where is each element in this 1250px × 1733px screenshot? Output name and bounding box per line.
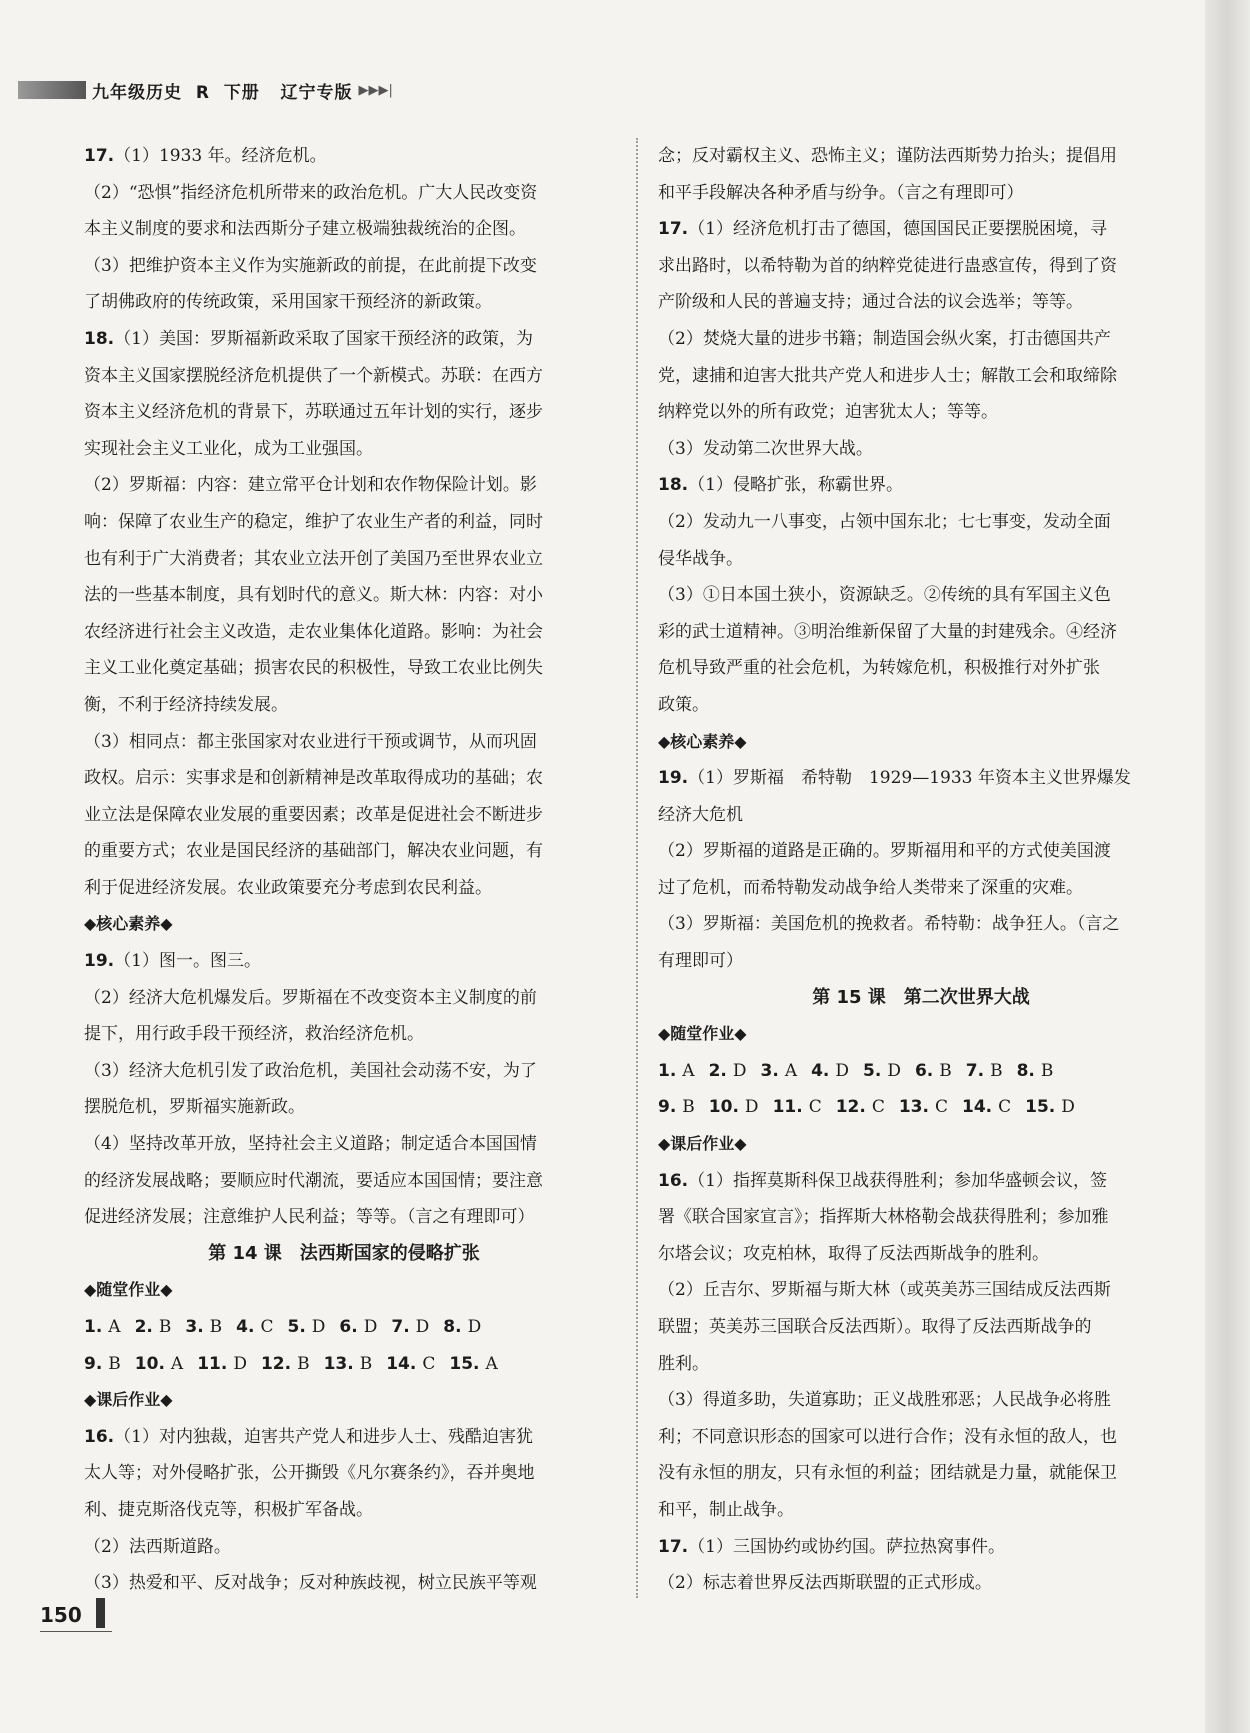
answer-item xyxy=(1017,1053,1054,1090)
text-line xyxy=(84,175,604,212)
question-number: 10. xyxy=(134,1353,165,1374)
text-line xyxy=(84,431,604,468)
answer-letter: D xyxy=(744,1097,759,1118)
text-line xyxy=(658,1236,1184,1273)
text-line xyxy=(84,577,604,614)
line-text: （1）经济危机打击了德国，德国国民正要摆脱困境，寻 xyxy=(688,219,1107,240)
question-number: 6. xyxy=(914,1060,934,1081)
question-number: 1. xyxy=(658,1060,677,1081)
answer-item xyxy=(197,1346,247,1383)
text-line xyxy=(658,467,1184,504)
text-line xyxy=(84,614,604,651)
answer-item xyxy=(962,1089,1011,1126)
line-text: （1）1933 年。经济危机。 xyxy=(114,146,327,166)
line-text: ◆随堂作业◆ xyxy=(658,1024,747,1044)
line-text: （2）经济大危机爆发后。罗斯福在不改变资本主义制度的前 xyxy=(84,987,537,1008)
line-text: 经济大危机 xyxy=(658,804,743,825)
text-line xyxy=(658,1565,1184,1602)
question-number: 14. xyxy=(961,1097,993,1118)
page-number: 150 xyxy=(40,1603,82,1627)
text-line xyxy=(84,797,604,834)
answer-row xyxy=(658,1089,1184,1126)
answer-item xyxy=(287,1309,325,1346)
line-text: ◆课后作业◆ xyxy=(658,1134,747,1154)
line-text: （1）罗斯福 希特勒 1929—1933 年资本主义世界爆发 xyxy=(688,768,1131,789)
text-line xyxy=(658,1199,1184,1236)
answer-letter: D xyxy=(835,1060,850,1081)
text-line xyxy=(658,1272,1184,1309)
line-text: 的经济发展战略；要顺应时代潮流，要适应本国国情；要注意 xyxy=(84,1170,543,1191)
text-line xyxy=(658,1455,1184,1492)
question-number: 15. xyxy=(1025,1097,1056,1118)
text-line xyxy=(658,138,1184,175)
answer-letter: B xyxy=(939,1060,952,1081)
text-line xyxy=(658,321,1184,358)
answer-item xyxy=(324,1346,373,1383)
text-line xyxy=(658,687,1184,724)
page-edge xyxy=(1205,0,1250,1733)
question-number: 16. xyxy=(658,1170,689,1191)
line-text: （2）丘吉尔、罗斯福与斯大林（或英美苏三国结成反法西斯 xyxy=(658,1280,1111,1301)
text-line xyxy=(658,504,1184,541)
line-text: 农经济进行社会主义改造，走农业集体化道路。影响：为社会 xyxy=(84,621,543,642)
text-line xyxy=(84,1016,604,1053)
question-number: 8. xyxy=(443,1317,462,1337)
line-text: 衡，不利于经济持续发展。 xyxy=(84,694,288,715)
section-heading xyxy=(658,1126,1184,1163)
right-column xyxy=(658,138,1184,1602)
text-line xyxy=(84,1089,604,1126)
left-column xyxy=(84,138,604,1602)
text-line xyxy=(84,760,604,797)
text-line xyxy=(658,1309,1184,1346)
question-number: 18. xyxy=(84,328,115,349)
answer-item xyxy=(1025,1089,1075,1126)
answer-item xyxy=(449,1346,497,1383)
question-number: 16. xyxy=(84,1426,115,1447)
text-line xyxy=(84,1529,604,1566)
text-line xyxy=(84,943,604,980)
text-line xyxy=(84,724,604,761)
answer-item xyxy=(899,1089,948,1126)
answer-item xyxy=(709,1089,759,1126)
question-number: 2. xyxy=(708,1060,727,1081)
text-line xyxy=(658,1492,1184,1529)
header-arrows-icon: ▶▶▶| xyxy=(358,82,393,98)
line-text: 利；不同意识形态的国家可以进行合作；没有永恒的敌人，也 xyxy=(658,1426,1117,1447)
question-number: 13. xyxy=(323,1353,354,1374)
line-text: 和平手段解决各种矛盾与纷争。（言之有理即可） xyxy=(658,182,1024,203)
answer-letter: D xyxy=(415,1317,430,1337)
text-line xyxy=(84,394,604,431)
line-text: 利于促进经济发展。农业政策要充分考虑到农民利益。 xyxy=(84,877,492,898)
text-line xyxy=(84,650,604,687)
line-text: 法的一些基本制度，具有划时代的意义。斯大林：内容：对小 xyxy=(84,585,543,606)
line-text: 纳粹党以外的所有政党；迫害犹太人；等等。 xyxy=(658,402,998,423)
line-text: （2）罗斯福：内容：建立常平仓计划和农作物保险计划。影 xyxy=(84,475,537,496)
question-number: 10. xyxy=(708,1097,739,1118)
question-number: 14. xyxy=(386,1353,417,1374)
line-text: 实现社会主义工业化，成为工业强国。 xyxy=(84,438,373,459)
text-line xyxy=(658,211,1184,248)
answer-item xyxy=(135,1346,183,1383)
answer-letter: C xyxy=(260,1317,274,1337)
text-line xyxy=(658,394,1184,431)
answer-letter: A xyxy=(108,1317,121,1337)
question-number: 17. xyxy=(84,146,115,166)
text-line xyxy=(658,1163,1184,1200)
question-number: 5. xyxy=(287,1317,306,1337)
answer-letter: A xyxy=(170,1353,184,1374)
text-line xyxy=(658,248,1184,285)
line-text: （3）把维护资本主义作为实施新政的前提，在此前提下改变 xyxy=(84,255,537,276)
answer-letter: C xyxy=(934,1097,948,1118)
answer-item xyxy=(966,1053,1003,1090)
line-text: ◆课后作业◆ xyxy=(84,1390,173,1410)
question-number: 12. xyxy=(835,1097,866,1118)
line-text: （3）得道多助，失道寡助；正义战胜邪恶；人民战争必将胜 xyxy=(658,1390,1111,1411)
text-line xyxy=(658,577,1184,614)
line-text: 的重要方式；农业是国民经济的基础部门，解决农业问题，有 xyxy=(84,841,543,862)
answer-item xyxy=(135,1309,172,1346)
text-line xyxy=(84,321,604,358)
answer-letter: B xyxy=(297,1353,310,1374)
text-line xyxy=(84,467,604,504)
text-line xyxy=(658,833,1184,870)
section-heading xyxy=(84,906,604,943)
question-number: 3. xyxy=(185,1317,204,1337)
text-line xyxy=(84,1492,604,1529)
question-number: 7. xyxy=(965,1060,985,1081)
question-number: 11. xyxy=(772,1097,803,1118)
line-text: 政权。启示：实事求是和创新精神是改革取得成功的基础；农 xyxy=(84,768,543,789)
answer-item xyxy=(84,1309,121,1346)
answer-letter: B xyxy=(359,1353,373,1374)
column-divider xyxy=(636,138,638,1598)
answer-item xyxy=(443,1309,481,1346)
line-text: （2）焚烧大量的进步书籍；制造国会纵火案，打击德国共产 xyxy=(658,328,1111,349)
line-text: （1）对内独裁，迫害共产党人和进步人士、残酷迫害犹 xyxy=(114,1426,533,1447)
question-number: 13. xyxy=(898,1097,929,1118)
line-text: 本主义制度的要求和法西斯分子建立极端独裁统治的企图。 xyxy=(84,219,526,240)
header-title: 九年级历史 R 下册 辽宁专版 xyxy=(92,82,353,103)
question-number: 17. xyxy=(658,219,689,240)
answer-item xyxy=(863,1053,901,1090)
question-number: 1. xyxy=(84,1317,103,1337)
answer-letter: B xyxy=(209,1317,223,1337)
line-text: 摆脱危机，罗斯福实施新政。 xyxy=(84,1097,305,1118)
line-text: （2）发动九一八事变，占领中国东北；七七事变，发动全面 xyxy=(658,511,1111,532)
text-line xyxy=(84,1053,604,1090)
line-text: （1）三国协约或协约国。萨拉热窝事件。 xyxy=(688,1536,1005,1557)
answer-letter: A xyxy=(682,1060,695,1081)
answer-letter: D xyxy=(311,1317,326,1337)
text-line xyxy=(658,1346,1184,1383)
question-number: 4. xyxy=(811,1060,830,1081)
answer-item xyxy=(811,1053,849,1090)
answer-letter: A xyxy=(485,1353,498,1374)
answer-item xyxy=(761,1053,798,1090)
lesson-title xyxy=(84,1236,604,1273)
answer-item xyxy=(391,1309,429,1346)
text-line xyxy=(84,1565,604,1602)
question-number: 15. xyxy=(449,1353,480,1374)
lesson-title xyxy=(658,980,1184,1017)
text-line xyxy=(658,1419,1184,1456)
text-line xyxy=(84,833,604,870)
text-line xyxy=(658,650,1184,687)
question-number: 12. xyxy=(260,1353,292,1374)
line-text: 响：保障了农业生产的稳定，维护了农业生产者的利益，同时 xyxy=(84,511,543,532)
section-heading xyxy=(658,724,1184,761)
answer-item xyxy=(773,1089,822,1126)
question-number: 7. xyxy=(391,1317,410,1337)
section-heading xyxy=(658,1016,1184,1053)
line-text: 彩的武士道精神。③明治维新保留了大量的封建残余。④经济 xyxy=(658,621,1117,642)
page-number-rule xyxy=(40,1631,112,1632)
header-bar xyxy=(18,81,86,99)
line-text: 危机导致严重的社会危机，为转嫁危机，积极推行对外扩张 xyxy=(658,658,1100,679)
answer-item xyxy=(339,1309,377,1346)
line-text: 和平，制止战争。 xyxy=(658,1499,794,1520)
line-text: （1）图一。图三。 xyxy=(114,951,261,972)
answer-row xyxy=(84,1346,604,1383)
line-text: 党，逮捕和迫害大批共产党人和进步人士；解散工会和取缔除 xyxy=(658,365,1117,386)
answer-letter: C xyxy=(871,1097,885,1118)
answer-item xyxy=(386,1346,435,1383)
answer-letter: A xyxy=(784,1060,798,1081)
line-text: 没有永恒的朋友，只有永恒的利益；团结就是力量，就能保卫 xyxy=(658,1463,1117,1484)
text-line xyxy=(84,1199,604,1236)
line-text: （2）标志着世界反法西斯联盟的正式形成。 xyxy=(658,1573,992,1594)
line-text: 联盟；英美苏三国联合反法西斯）。取得了反法西斯战争的 xyxy=(658,1317,1092,1337)
text-line xyxy=(84,211,604,248)
answer-letter: B xyxy=(158,1317,172,1337)
line-text: 了胡佛政府的传统政策，采用国家干预经济的新政策。 xyxy=(84,292,492,313)
answer-letter: D xyxy=(1061,1097,1075,1118)
text-line xyxy=(658,358,1184,395)
text-line xyxy=(658,175,1184,212)
line-text: 尔塔会议；攻克柏林，取得了反法西斯战争的胜利。 xyxy=(658,1243,1049,1264)
text-line xyxy=(658,870,1184,907)
question-number: 9. xyxy=(658,1097,677,1118)
text-line xyxy=(84,1455,604,1492)
answer-letter: B xyxy=(1040,1060,1054,1081)
answer-letter: B xyxy=(990,1060,1003,1081)
answer-letter: D xyxy=(467,1317,482,1337)
question-number: 5. xyxy=(863,1060,882,1081)
line-text: （1）指挥莫斯科保卫战获得胜利；参加华盛顿会议，签 xyxy=(688,1170,1107,1191)
question-number: 4. xyxy=(236,1317,255,1337)
answer-row xyxy=(84,1309,604,1346)
line-text: ◆核心素养◆ xyxy=(84,914,173,934)
text-line xyxy=(658,541,1184,578)
line-text: 第 14 课 法西斯国家的侵略扩张 xyxy=(208,1242,480,1264)
line-text: 利、捷克斯洛伐克等，积极扩军备战。 xyxy=(84,1499,373,1520)
answer-item xyxy=(658,1089,695,1126)
text-line xyxy=(84,1419,604,1456)
line-text: （2）罗斯福的道路是正确的。罗斯福用和平的方式使美国渡 xyxy=(658,841,1111,862)
text-line xyxy=(84,870,604,907)
answer-letter: D xyxy=(233,1353,247,1374)
text-line xyxy=(84,504,604,541)
answer-letter: B xyxy=(108,1353,121,1374)
answer-item xyxy=(915,1053,952,1090)
answer-item xyxy=(185,1309,222,1346)
line-text: （3）罗斯福：美国危机的挽救者。希特勒：战争狂人。（言之 xyxy=(658,914,1120,935)
text-line xyxy=(658,797,1184,834)
text-line xyxy=(658,1382,1184,1419)
line-text: （2）“恐惧”指经济危机所带来的政治危机。广大人民改变资 xyxy=(84,182,538,203)
answer-letter: C xyxy=(998,1097,1012,1118)
text-line xyxy=(658,906,1184,943)
line-text: 业立法是保障农业发展的重要因素；改革是促进社会不断进步 xyxy=(84,804,543,825)
line-text: ◆随堂作业◆ xyxy=(84,1280,173,1300)
answer-item xyxy=(236,1309,273,1346)
text-line xyxy=(84,687,604,724)
question-number: 2. xyxy=(134,1317,153,1337)
answer-item xyxy=(261,1346,310,1383)
line-text: 有理即可） xyxy=(658,951,743,972)
line-text: 侵华战争。 xyxy=(658,548,743,569)
question-number: 11. xyxy=(197,1353,228,1374)
question-number: 19. xyxy=(658,768,689,789)
answer-letter: C xyxy=(422,1353,436,1374)
text-line xyxy=(84,284,604,321)
line-text: 主义工业化奠定基础；损害农民的积极性，导致工农业比例失 xyxy=(84,658,543,679)
text-line xyxy=(658,431,1184,468)
line-text: 产阶级和人民的普遍支持；通过合法的议会选举；等等。 xyxy=(658,292,1083,313)
text-line xyxy=(658,1529,1184,1566)
line-text: （4）坚持改革开放，坚持社会主义道路；制定适合本国国情 xyxy=(84,1134,537,1155)
answer-letter: D xyxy=(887,1060,901,1081)
answer-item xyxy=(84,1346,121,1383)
line-text: 促进经济发展；注意维护人民利益；等等。（言之有理即可） xyxy=(84,1207,535,1228)
question-number: 17. xyxy=(658,1536,689,1557)
section-heading xyxy=(84,1382,604,1419)
line-text: （1）美国：罗斯福新政采取了国家干预经济的政策，为 xyxy=(114,328,533,349)
answer-item xyxy=(709,1053,747,1090)
text-line xyxy=(658,943,1184,980)
line-text: 第 15 课 第二次世界大战 xyxy=(812,986,1030,1008)
line-text: （3）经济大危机引发了政治危机，美国社会动荡不安，为了 xyxy=(84,1060,537,1081)
text-line xyxy=(84,358,604,395)
answer-row xyxy=(658,1053,1184,1090)
text-line xyxy=(84,138,604,175)
text-line xyxy=(84,248,604,285)
line-text: 署《联合国家宣言》；指挥斯大林格勒会战获得胜利；参加雅 xyxy=(658,1207,1109,1228)
line-text: 过了危机，而希特勒发动战争给人类带来了深重的灾难。 xyxy=(658,877,1083,898)
line-text: （3）热爱和平、反对战争；反对种族歧视，树立民族平等观 xyxy=(84,1573,537,1594)
question-number: 6. xyxy=(339,1317,358,1337)
text-line xyxy=(84,1163,604,1200)
line-text: 求出路时，以希特勒为首的纳粹党徒进行蛊惑宣传，得到了资 xyxy=(658,255,1117,276)
line-text: 也有利于广大消费者；其农业立法开创了美国乃至世界农业立 xyxy=(84,548,543,569)
text-line xyxy=(84,980,604,1017)
text-line xyxy=(658,614,1184,651)
text-line xyxy=(84,541,604,578)
answer-letter: B xyxy=(682,1097,695,1118)
section-heading xyxy=(84,1272,604,1309)
answer-letter: D xyxy=(363,1317,378,1337)
line-text: 政策。 xyxy=(658,694,709,715)
text-line xyxy=(658,760,1184,797)
question-number: 9. xyxy=(84,1353,103,1374)
line-text: （3）①日本国土狭小，资源缺乏。②传统的具有军国主义色 xyxy=(658,585,1111,606)
line-text: （1）侵略扩张，称霸世界。 xyxy=(688,475,903,496)
line-text: （3）发动第二次世界大战。 xyxy=(658,438,873,459)
question-number: 18. xyxy=(658,475,689,496)
page-number-bar xyxy=(96,1598,105,1628)
text-line xyxy=(658,284,1184,321)
answer-item xyxy=(836,1089,885,1126)
line-text: （2）法西斯道路。 xyxy=(84,1536,231,1557)
line-text: 提下，用行政手段干预经济，救治经济危机。 xyxy=(84,1024,424,1045)
answer-item xyxy=(658,1053,695,1090)
question-number: 8. xyxy=(1016,1060,1035,1081)
line-text: 太人等；对外侵略扩张，公开撕毁《凡尔赛条约》，吞并奥地 xyxy=(84,1463,535,1484)
line-text: 胜利。 xyxy=(658,1353,709,1374)
question-number: 19. xyxy=(84,951,115,972)
answer-letter: D xyxy=(732,1060,747,1081)
text-line xyxy=(84,1126,604,1163)
line-text: ◆核心素养◆ xyxy=(658,731,747,751)
line-text: 资本主义国家摆脱经济危机提供了一个新模式。苏联：在西方 xyxy=(84,365,543,386)
line-text: 资本主义经济危机的背景下，苏联通过五年计划的实行，逐步 xyxy=(84,402,543,423)
line-text: （3）相同点：都主张国家对农业进行干预或调节，从而巩固 xyxy=(84,731,537,752)
line-text: 念；反对霸权主义、恐怖主义；谨防法西斯势力抬头；提倡用 xyxy=(658,146,1117,166)
running-header xyxy=(18,78,393,102)
answer-letter: C xyxy=(808,1097,822,1118)
question-number: 3. xyxy=(760,1060,779,1081)
